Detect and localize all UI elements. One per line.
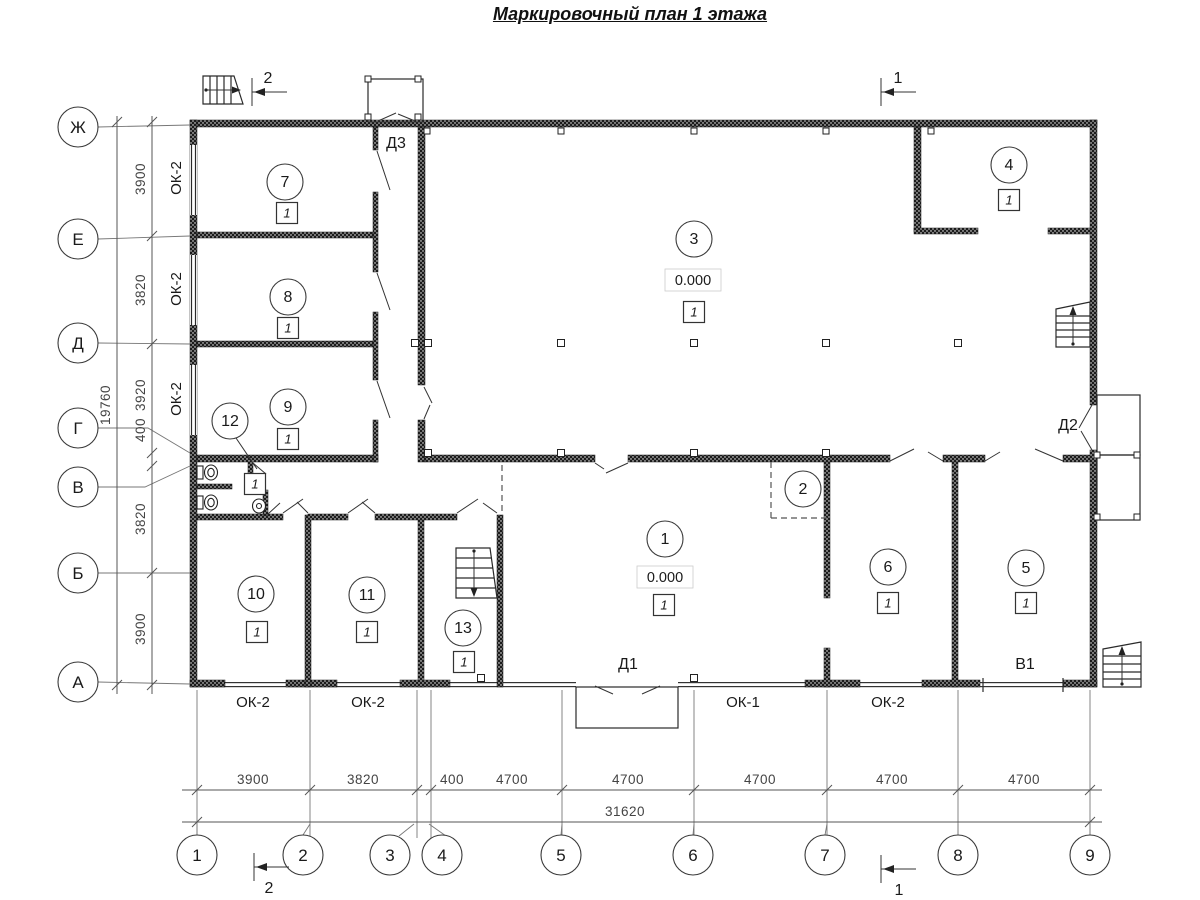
window-label: ОК-2	[168, 272, 185, 306]
dim-bottom: 4700	[495, 772, 529, 787]
floor-type-marker: 1	[253, 624, 261, 640]
room-number: 9	[283, 399, 293, 416]
dim-bottom: 4700	[875, 772, 909, 787]
floor-type-marker: 1	[660, 597, 668, 613]
floor-type-marker: 1	[284, 320, 292, 336]
porch-d1	[576, 687, 678, 728]
dim-left: 3900	[133, 612, 148, 646]
room-9-marker	[270, 389, 306, 450]
door-label-d1: Д1	[618, 656, 638, 673]
floor-type-marker: 1	[1022, 595, 1030, 611]
axis-left-label: В	[72, 478, 84, 497]
axis-circles-left	[58, 107, 98, 702]
exterior-walls	[190, 120, 1097, 692]
dim-left: 3820	[133, 502, 148, 536]
room-number: 13	[454, 620, 472, 637]
floor-type-marker: 1	[283, 205, 291, 221]
axis-left-label: Е	[72, 230, 84, 249]
dim-bottom: 3900	[236, 772, 270, 787]
door-label-v1: В1	[1015, 656, 1035, 673]
floor-type-marker: 1	[284, 431, 292, 447]
room-3-marker	[665, 221, 721, 323]
dim-left: 400	[133, 417, 148, 443]
left-wall-windows	[190, 145, 197, 435]
room-11-marker	[349, 577, 385, 643]
dim-labels-bottom	[237, 772, 1040, 819]
section-label: 2	[263, 70, 273, 87]
room-number: 4	[1004, 157, 1014, 174]
section-mark-top-right	[881, 70, 916, 106]
dim-bottom-total: 31620	[604, 804, 646, 819]
floor-type-marker: 1	[251, 476, 259, 492]
window-label: ОК-2	[236, 694, 270, 711]
axis-left-label: А	[72, 673, 84, 692]
porch-d2	[1094, 395, 1140, 520]
dim-left: 3920	[133, 378, 148, 412]
porch-d3	[365, 76, 423, 122]
room-1-marker	[637, 521, 693, 616]
dim-left: 3820	[133, 273, 148, 307]
floor-type-marker: 1	[1005, 192, 1013, 208]
sink-icon	[253, 499, 266, 513]
axis-bottom-label: 4	[437, 846, 447, 865]
stairs-bottom-right	[1103, 642, 1141, 687]
room-12-marker	[212, 403, 266, 495]
door-label-d2: Д2	[1058, 417, 1078, 434]
stairs-right-mid	[1056, 302, 1090, 347]
room-number: 1	[660, 531, 670, 548]
elevation-mark: 0.000	[646, 570, 684, 586]
room-number: 10	[247, 586, 265, 603]
room-5-marker	[1008, 550, 1044, 614]
dim-left-total: 19760	[98, 384, 113, 426]
door-label-d3: Д3	[386, 135, 406, 152]
window-label: ОК-1	[726, 694, 760, 711]
axis-bottom-label: 3	[385, 846, 395, 865]
room-4-marker	[991, 147, 1027, 211]
stairs-room13	[456, 548, 497, 598]
room-number: 12	[221, 413, 239, 430]
room-number: 8	[283, 289, 293, 306]
axis-bottom-label: 6	[688, 846, 698, 865]
section-label: 2	[264, 880, 274, 897]
section-mark-top-left	[252, 70, 287, 106]
room-10-marker	[238, 576, 274, 643]
dim-left: 3900	[133, 162, 148, 196]
dim-bottom: 4700	[1007, 772, 1041, 787]
room-6-marker	[870, 549, 906, 614]
axis-bottom-label: 8	[953, 846, 963, 865]
window-label: ОК-2	[168, 161, 185, 195]
room-number: 6	[883, 559, 893, 576]
toilet-icon	[197, 465, 218, 480]
room-2-marker	[785, 471, 821, 507]
floor-type-marker: 1	[363, 624, 371, 640]
elevation-mark: 0.000	[674, 273, 712, 289]
room-number: 5	[1021, 560, 1031, 577]
toilet-icon	[197, 495, 218, 510]
room-8-marker	[270, 279, 306, 339]
door-labels	[386, 135, 1078, 673]
dim-bottom: 400	[439, 772, 465, 787]
room-7-marker	[267, 164, 303, 224]
axis-bottom-label: 2	[298, 846, 308, 865]
window-label: ОК-2	[168, 382, 185, 416]
window-label: ОК-2	[871, 694, 905, 711]
axis-left-label: Ж	[70, 118, 86, 137]
axis-bottom-label: 1	[192, 846, 202, 865]
floor-type-marker: 1	[690, 304, 698, 320]
room-number: 7	[280, 174, 290, 191]
axis-left-label: Г	[73, 419, 83, 438]
section-label: 1	[894, 882, 904, 899]
plan-title: Маркировочный план 1 этажа	[492, 4, 768, 24]
room-number: 2	[798, 481, 808, 498]
dashed-boundaries	[502, 462, 827, 518]
axis-bottom-label: 9	[1085, 846, 1095, 865]
axis-left-label: Д	[72, 334, 84, 353]
section-mark-bottom-right	[881, 855, 916, 899]
dim-bottom: 4700	[743, 772, 777, 787]
floor-type-marker: 1	[460, 654, 468, 670]
axis-circles-bottom	[177, 835, 1110, 875]
dim-bottom: 3820	[346, 772, 380, 787]
room-13-marker	[445, 610, 481, 673]
room-number: 11	[358, 587, 376, 604]
window-label: ОК-2	[351, 694, 385, 711]
dim-bottom: 4700	[611, 772, 645, 787]
axis-left-label: Б	[72, 564, 84, 583]
floor-type-marker: 1	[884, 595, 892, 611]
stairs-top-left	[203, 76, 243, 104]
axis-bottom-label: 7	[820, 846, 830, 865]
axis-bottom-label: 5	[556, 846, 566, 865]
section-label: 1	[893, 70, 903, 87]
interior-walls	[197, 127, 1090, 687]
room-number: 3	[689, 231, 699, 248]
